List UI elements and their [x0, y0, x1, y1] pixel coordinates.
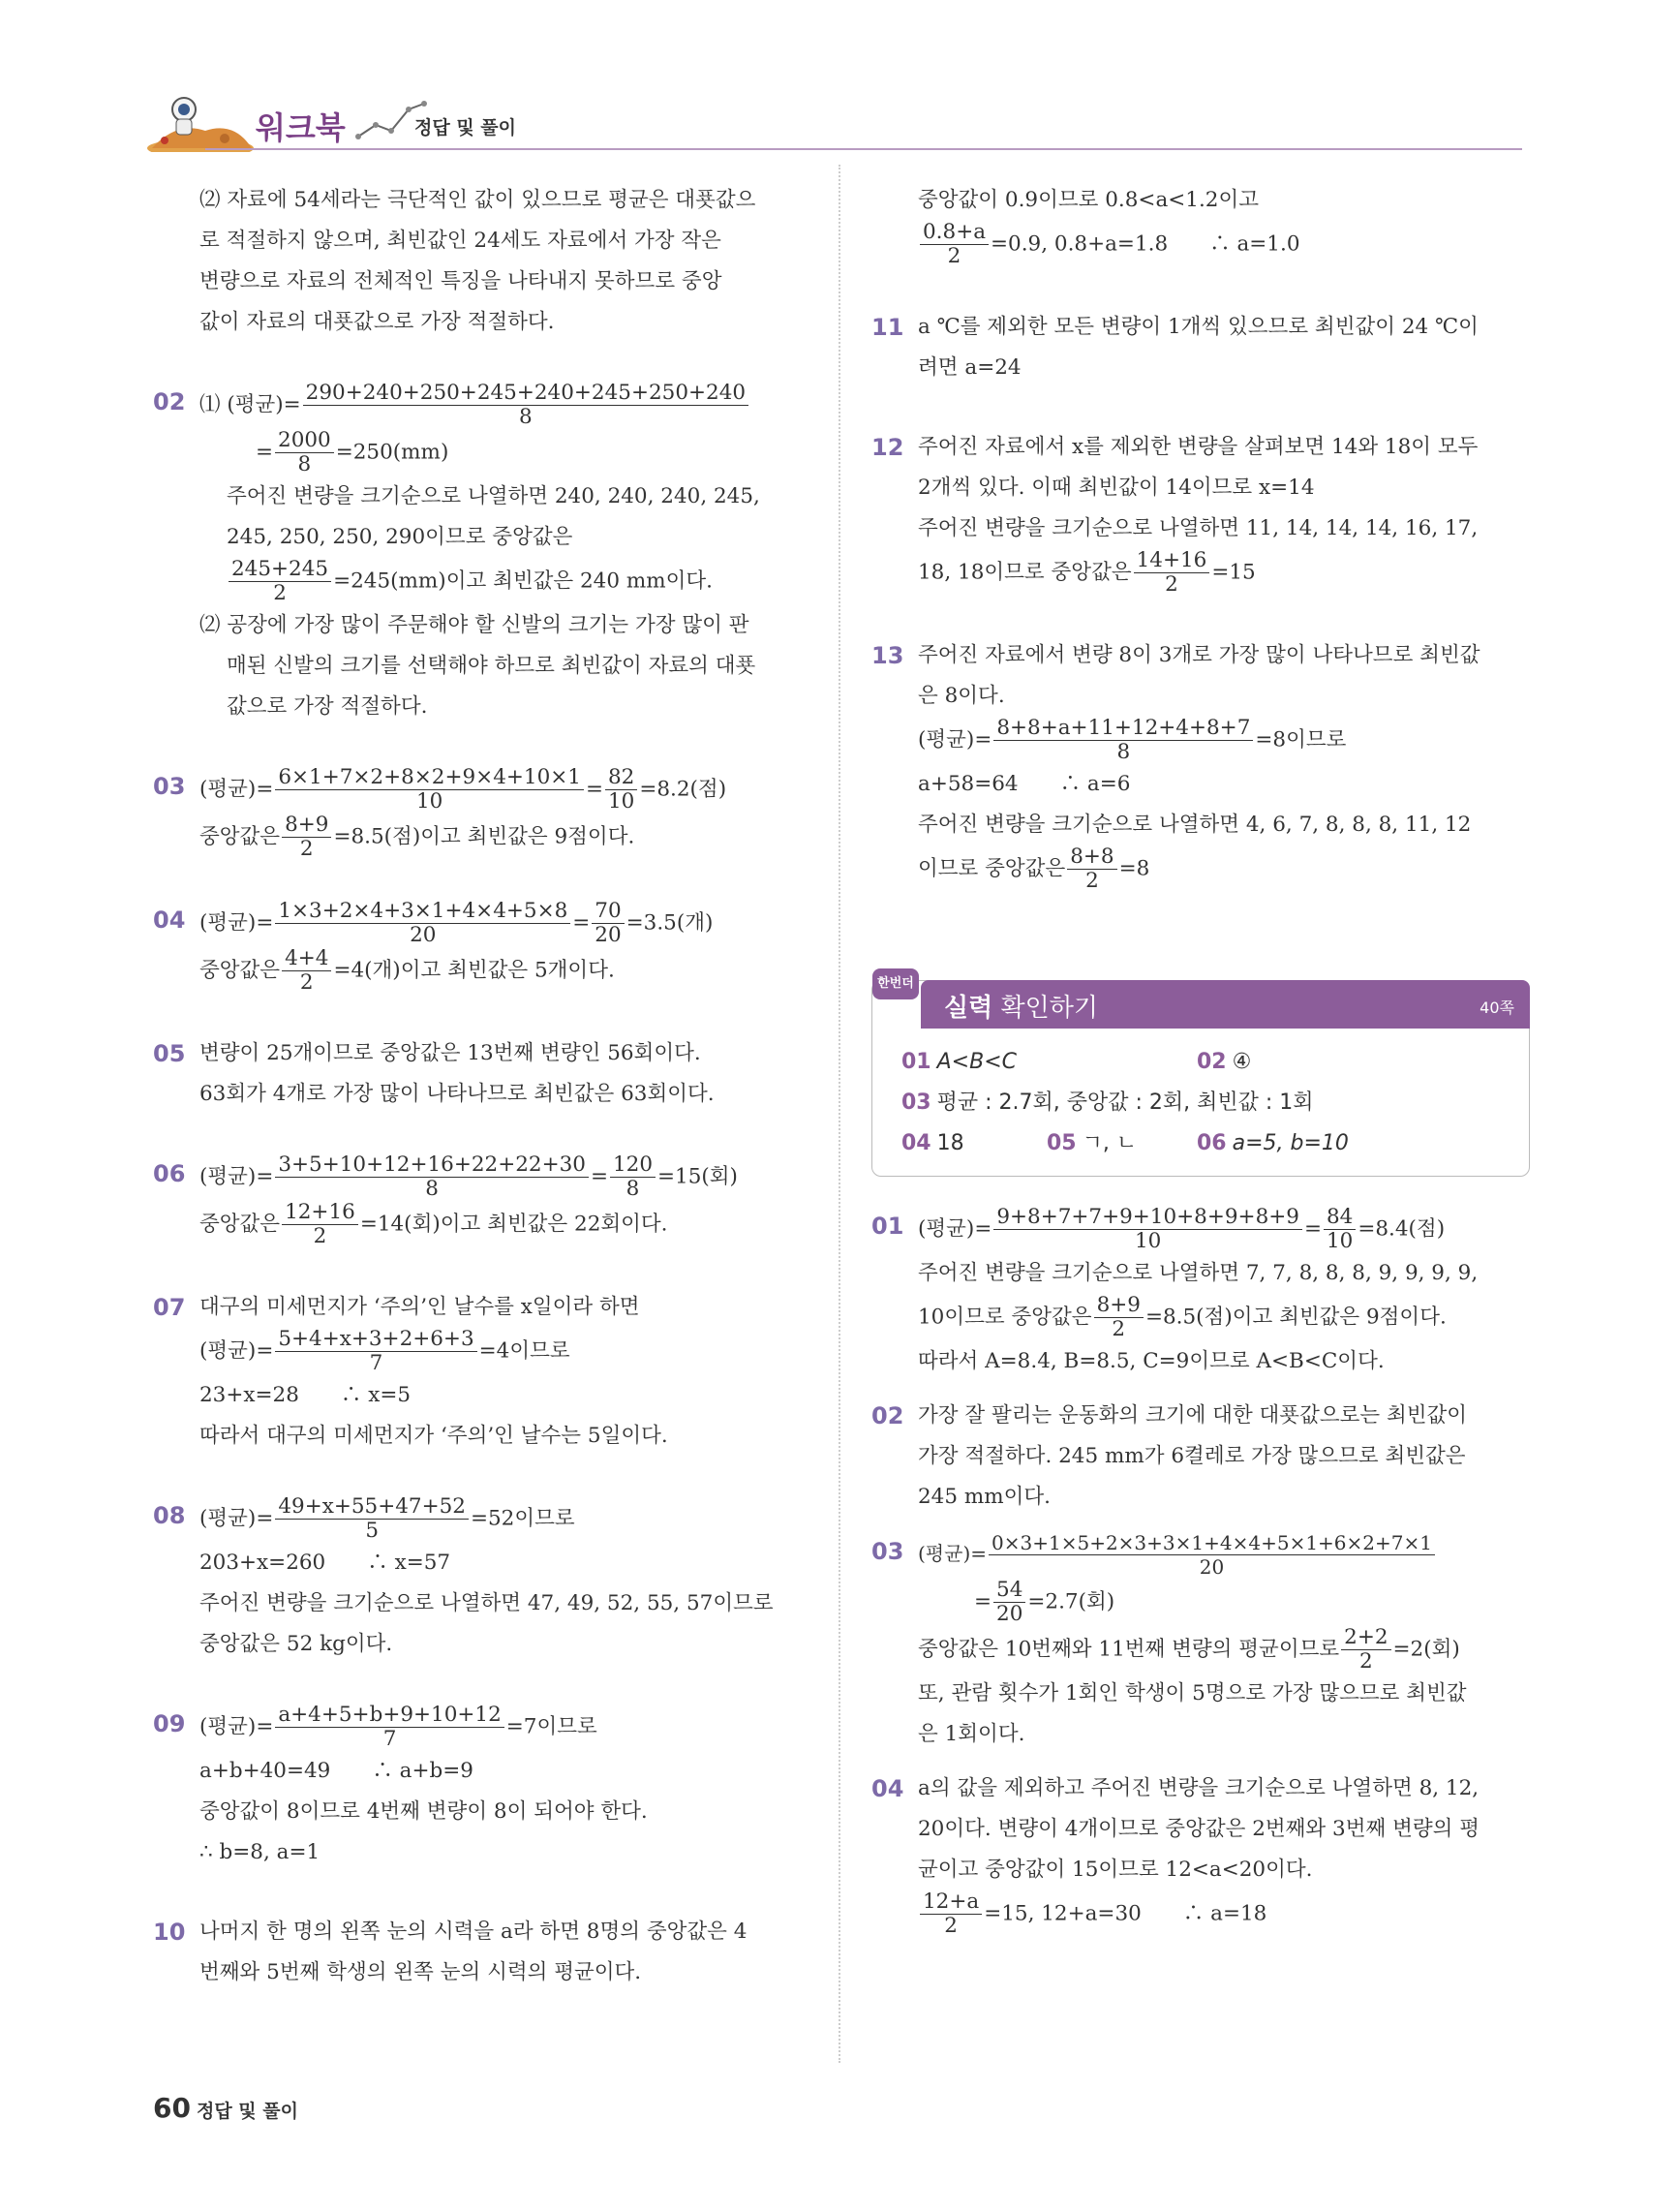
text-line: ⑵ 공장에 가장 많이 주문해야 할 신발의 크기는 가장 많이 판	[199, 613, 749, 637]
numerator: 54	[993, 1579, 1025, 1603]
problem-04	[153, 900, 800, 995]
text: (평균)=	[918, 727, 992, 753]
problem-09	[153, 1704, 800, 1873]
text-line: 은 1회이다.	[918, 1722, 1025, 1746]
text-line: 변량으로 자료의 전체적인 특징을 나타내지 못하므로 중앙	[199, 269, 722, 293]
answer-number: 03	[901, 1091, 931, 1115]
fraction	[610, 1153, 656, 1201]
problem-number: 08	[153, 1502, 186, 1529]
text: =14(회)이고 최빈값은 22회이다.	[359, 1212, 668, 1237]
problem-08	[153, 1495, 800, 1665]
problem-number: 01	[871, 1213, 904, 1240]
numerator: 82	[605, 766, 637, 790]
numerator: 3+5+10+12+16+22+22+30	[275, 1153, 589, 1178]
text-line: 245, 250, 250, 290이므로 중앙값은	[227, 525, 573, 549]
text: (평균)=	[918, 1542, 988, 1565]
numerator: 49+x+55+47+52	[275, 1495, 469, 1520]
answer-text: ④	[1232, 1050, 1252, 1074]
text: =8	[1118, 856, 1150, 881]
problem-06	[153, 1153, 800, 1248]
fraction	[989, 1531, 1435, 1579]
equation-line	[199, 1201, 800, 1248]
equation-line	[199, 429, 800, 476]
equation-line	[918, 845, 1530, 893]
text-line: 주어진 자료에서 변량 8이 3개로 가장 많이 나타나므로 최빈값	[918, 643, 1480, 667]
astronaut-illustration	[147, 92, 254, 152]
equation-line	[199, 900, 800, 947]
text: 이므로 중앙값은	[918, 856, 1066, 881]
fraction	[282, 947, 331, 995]
page-footer	[153, 2092, 298, 2124]
denominator: 20	[410, 923, 437, 947]
answer-row	[872, 1042, 1529, 1083]
numerator: 6×1+7×2+8×2+9×4+10×1	[275, 766, 584, 790]
answer-text: ㄱ, ㄴ	[1082, 1131, 1138, 1155]
numerator: 14+16	[1134, 549, 1210, 573]
text-line: 나머지 한 명의 왼쪽 눈의 시력을 a라 하면 8명의 중앙값은 4	[199, 1920, 747, 1944]
text: =2(회)	[1392, 1637, 1460, 1662]
text-line: 변량이 25개이므로 중앙값은 13번째 변량인 56회이다.	[199, 1041, 701, 1065]
fraction	[993, 1206, 1302, 1253]
answer-number: 04	[901, 1131, 931, 1155]
equation-line	[918, 549, 1530, 597]
equation-line	[199, 814, 800, 861]
text: 중앙값은	[199, 1212, 281, 1237]
denominator: 2	[944, 1914, 958, 1938]
numerator: 0.8+a	[920, 221, 989, 245]
problem-number: 05	[153, 1040, 186, 1067]
text-line: 주어진 자료에서 x를 제외한 변량을 살펴보면 14와 18이 모두	[918, 435, 1479, 459]
text-line: 은 8이다.	[918, 684, 1005, 708]
denominator: 8	[625, 1177, 640, 1201]
page-number: 60	[153, 2092, 191, 2124]
answer-number: 05	[1047, 1131, 1077, 1155]
answer-item	[1197, 1123, 1349, 1164]
numerator: 290+240+250+245+240+245+250+240	[303, 382, 748, 406]
denominator: 8	[297, 452, 312, 476]
text: (평균)=	[199, 1338, 274, 1364]
answer-number: 06	[1197, 1131, 1227, 1155]
text: =15(회)	[657, 1164, 738, 1189]
denominator: 2	[947, 244, 961, 268]
equation-line	[199, 1153, 800, 1201]
text: 중앙값은	[199, 958, 281, 983]
text: =15, 12+a=30 ∴ a=18	[984, 1901, 1267, 1926]
fraction	[275, 1704, 503, 1751]
text-line: 203+x=260 ∴ x=57	[199, 1551, 451, 1575]
text: 중앙값은 10번째와 11번째 변량의 평균이므로	[918, 1637, 1340, 1662]
problem-13	[871, 635, 1530, 893]
equation-line	[199, 947, 800, 995]
text: =3.5(개)	[625, 910, 714, 936]
footer-label: 정답 및 풀이	[196, 2101, 298, 2122]
fraction	[1134, 549, 1210, 597]
text: =7이므로	[505, 1714, 597, 1739]
problem-number: 12	[871, 434, 904, 461]
text: =52이므로	[470, 1506, 575, 1531]
fraction	[275, 900, 570, 947]
header-subtitle: 정답 및 풀이	[414, 117, 516, 138]
answer-item	[1197, 1042, 1251, 1083]
numerator: 9+8+7+7+9+10+8+9+8+9	[993, 1206, 1302, 1230]
numerator: 8+9	[1094, 1294, 1144, 1318]
fraction	[275, 1328, 476, 1375]
fraction	[605, 766, 637, 814]
text: =8이므로	[1255, 727, 1347, 753]
right-column	[871, 180, 1530, 1938]
text-line: 23+x=28 ∴ x=5	[199, 1383, 412, 1407]
numerator: 2000	[275, 429, 334, 453]
fraction	[275, 1495, 469, 1543]
problem-number: 10	[153, 1919, 186, 1946]
text-line: 대구의 미세먼지가 ‘주의’인 날수를 x일이라 하면	[199, 1295, 640, 1319]
numerator: 1×3+2×4+3×1+4×4+5×8	[275, 900, 570, 924]
answer-text: A<B<C	[936, 1050, 1017, 1074]
text: ⑴ (평균)=	[199, 392, 301, 417]
denominator: 5	[365, 1519, 379, 1543]
text: (평균)=	[918, 1216, 992, 1242]
box-tag: 한번더	[872, 968, 919, 999]
numerator: 0×3+1×5+2×3+3×1+4×4+5×1+6×2+7×1	[989, 1531, 1435, 1555]
problem-number: 11	[871, 314, 904, 341]
numerator: 8+8	[1067, 845, 1116, 870]
equation-line	[918, 1626, 1530, 1674]
answer-number: 02	[1197, 1050, 1227, 1074]
skill-check-answer-box	[871, 976, 1530, 1177]
problem-10	[153, 1912, 800, 1993]
fraction	[920, 221, 989, 268]
box-header	[877, 976, 1530, 1029]
fraction	[592, 900, 624, 947]
equation-line	[918, 1531, 1530, 1579]
answer-number: 01	[901, 1050, 931, 1074]
problem-number: 03	[871, 1538, 904, 1565]
fraction	[1094, 1294, 1144, 1341]
text: =8.2(점)	[639, 777, 727, 802]
text: =	[974, 1589, 992, 1614]
numerator: 12+a	[920, 1890, 982, 1915]
column-divider	[839, 165, 840, 2063]
denominator: 2	[273, 581, 287, 605]
denominator: 2	[1358, 1649, 1373, 1674]
equation-line	[918, 717, 1530, 764]
solution-01	[871, 1206, 1530, 1382]
problem-number: 13	[871, 642, 904, 669]
text: =250(mm)	[335, 440, 449, 465]
equation-line	[918, 1294, 1530, 1341]
box-title	[944, 988, 1098, 1024]
text-line: 가장 적절하다. 245 mm가 6켤레로 가장 많으므로 최빈값은	[918, 1444, 1466, 1468]
text-line: ⑵ 자료에 54세라는 극단적인 값이 있으므로 평균은 대푯값으	[199, 188, 756, 212]
problem-01-part2	[153, 180, 800, 343]
answer-row	[872, 1083, 1529, 1123]
denominator: 2	[299, 837, 314, 861]
text: 18, 18이므로 중앙값은	[918, 560, 1132, 585]
fraction	[993, 717, 1253, 764]
answer-text: 평균 : 2.7회, 중앙값 : 2회, 최빈값 : 1회	[936, 1091, 1314, 1115]
text: =0.9, 0.8+a=1.8 ∴ a=1.0	[991, 231, 1300, 257]
text-line: 주어진 변량을 크기순으로 나열하면 47, 49, 52, 55, 57이므로	[199, 1591, 774, 1615]
denominator: 2	[1085, 869, 1099, 893]
text: =2.7(회)	[1027, 1589, 1115, 1614]
numerator: 8+9	[282, 814, 331, 838]
equation-line	[199, 1328, 800, 1375]
text-line: 또, 관람 횟수가 1회인 학생이 5명으로 가장 많으므로 최빈값	[918, 1681, 1467, 1705]
problem-number: 07	[153, 1294, 186, 1321]
fraction	[303, 382, 748, 429]
fraction	[1341, 1626, 1390, 1674]
answer-text: 18	[936, 1131, 964, 1155]
text-line: 중앙값은 52 kg이다.	[199, 1632, 393, 1656]
answer-row	[872, 1123, 1529, 1164]
text-line: 주어진 변량을 크기순으로 나열하면 240, 240, 240, 245,	[227, 484, 760, 508]
denominator: 20	[595, 923, 622, 947]
problem-05	[153, 1033, 800, 1115]
fraction	[275, 766, 584, 814]
equation-line	[918, 1579, 1530, 1626]
problem-11	[871, 307, 1530, 388]
left-column	[153, 180, 800, 1993]
denominator: 10	[415, 789, 443, 814]
box-title-bold: 실력	[944, 994, 993, 1023]
problem-number: 03	[153, 773, 186, 800]
problem-10-continued	[871, 180, 1530, 268]
text: =4이므로	[478, 1338, 570, 1364]
solution-04	[871, 1768, 1530, 1938]
text-line: 번째와 5번째 학생의 왼쪽 눈의 시력의 평균이다.	[199, 1960, 642, 1984]
text: =	[590, 1164, 608, 1189]
text-line: 매된 신발의 크기를 선택해야 하므로 최빈값이 자료의 대푯	[227, 654, 756, 678]
denominator: 7	[382, 1727, 397, 1751]
denominator: 20	[996, 1602, 1023, 1626]
equation-line	[918, 221, 1530, 268]
numerator: 5+4+x+3+2+6+3	[275, 1328, 476, 1352]
text-line: 주어진 변량을 크기순으로 나열하면 7, 7, 8, 8, 8, 9, 9, 9, 9,	[918, 1261, 1479, 1285]
answer-item	[901, 1083, 1314, 1123]
equation-line	[199, 766, 800, 814]
denominator: 20	[1199, 1555, 1225, 1579]
equation-line	[199, 1495, 800, 1543]
numerator: 12+16	[282, 1201, 358, 1225]
text-line: 균이고 중앙값이 15이므로 12<a<20이다.	[918, 1858, 1313, 1882]
problem-number: 04	[871, 1775, 904, 1802]
denominator: 10	[1134, 1229, 1162, 1253]
denominator: 10	[1326, 1229, 1354, 1253]
problem-number: 04	[153, 906, 186, 934]
text: (평균)=	[199, 910, 274, 936]
equation-line	[918, 1890, 1530, 1938]
answer-item	[901, 1042, 1197, 1083]
numerator: 8+8+a+11+12+4+8+7	[993, 717, 1253, 741]
denominator: 2	[1112, 1317, 1126, 1341]
equation-line	[918, 1206, 1530, 1253]
answer-item	[1047, 1123, 1197, 1164]
fraction	[993, 1579, 1025, 1626]
fraction	[282, 814, 331, 861]
text-line: 63회가 4개로 가장 많이 나타나므로 최빈값은 63회이다.	[199, 1082, 715, 1106]
numerator: 4+4	[282, 947, 331, 971]
fraction	[275, 429, 334, 476]
fraction	[275, 1153, 589, 1201]
text: =	[256, 440, 274, 465]
fraction	[229, 558, 331, 605]
text: 중앙값은	[199, 824, 281, 849]
text-line: 245 mm이다.	[918, 1485, 1052, 1509]
text: =	[585, 777, 603, 802]
problem-03	[153, 766, 800, 861]
box-page-ref: 40쪽	[1480, 998, 1514, 1017]
text-line: 20이다. 변량이 4개이므로 중앙값은 2번째와 3번째 변량의 평	[918, 1817, 1480, 1841]
problem-07	[153, 1287, 800, 1457]
text-line: 값으로 가장 적절하다.	[227, 694, 428, 719]
text: (평균)=	[199, 777, 274, 802]
problem-number: 06	[153, 1160, 186, 1187]
text: =	[572, 910, 591, 936]
denominator: 2	[299, 970, 314, 995]
fraction	[282, 1201, 358, 1248]
problem-02	[153, 382, 800, 727]
equation-line	[199, 382, 800, 429]
denominator: 2	[313, 1224, 327, 1248]
text-line: a ℃를 제외한 모든 변량이 1개씩 있으므로 최빈값이 24 ℃이	[918, 315, 1479, 339]
text-line: a+b+40=49 ∴ a+b=9	[199, 1759, 473, 1783]
text: =8.5(점)이고 최빈값은 9점이다.	[333, 824, 635, 849]
denominator: 2	[1165, 572, 1178, 597]
denominator: 8	[425, 1177, 439, 1201]
denominator: 7	[369, 1351, 383, 1375]
equation-line	[199, 558, 800, 605]
numerator: 245+245	[229, 558, 331, 582]
denominator: 10	[607, 789, 635, 814]
text-line: 로 적절하지 않으며, 최빈값인 24세도 자료에서 가장 작은	[199, 229, 721, 253]
text-line: 가장 잘 팔리는 운동화의 크기에 대한 대푯값으로는 최빈값이	[918, 1403, 1468, 1428]
numerator: 70	[592, 900, 624, 924]
problem-number: 09	[153, 1710, 186, 1737]
text-line: 따라서 대구의 미세먼지가 ‘주의’인 날수는 5일이다.	[199, 1424, 668, 1448]
text: =8.5(점)이고 최빈값은 9점이다.	[1144, 1305, 1447, 1330]
numerator: 120	[610, 1153, 656, 1178]
fraction	[1067, 845, 1116, 893]
text: (평균)=	[199, 1164, 274, 1189]
denominator: 8	[1116, 740, 1131, 764]
text-line: a+58=64 ∴ a=6	[918, 772, 1131, 796]
text: =15	[1211, 560, 1256, 585]
text-line: 따라서 A=8.4, B=8.5, C=9이므로 A<B<C이다.	[918, 1349, 1385, 1373]
header-title: 워크북	[256, 109, 346, 146]
text: =4(개)이고 최빈값은 5개이다.	[333, 958, 615, 983]
problem-number: 02	[153, 388, 186, 415]
header-rule	[205, 148, 1522, 150]
denominator: 8	[519, 405, 533, 429]
text: 10이므로 중앙값은	[918, 1305, 1092, 1330]
text: (평균)=	[199, 1714, 274, 1739]
text-line: ∴ b=8, a=1	[199, 1840, 320, 1864]
box-title-rest: 확인하기	[992, 994, 1098, 1023]
text: =	[1303, 1216, 1322, 1242]
problem-number: 02	[871, 1402, 904, 1429]
fraction	[920, 1890, 982, 1938]
solution-03	[871, 1531, 1530, 1755]
page-header	[147, 92, 1522, 152]
text-line: 주어진 변량을 크기순으로 나열하면 11, 14, 14, 14, 16, 17,	[918, 516, 1479, 540]
equation-line	[199, 1704, 800, 1751]
text-line: 주어진 변량을 크기순으로 나열하면 4, 6, 7, 8, 8, 8, 11, 12	[918, 813, 1472, 837]
answer-item	[901, 1123, 1047, 1164]
text-line: 중앙값이 0.9이므로 0.8<a<1.2이고	[918, 188, 1260, 212]
numerator: 84	[1324, 1206, 1356, 1230]
text-line: 려면 a=24	[918, 355, 1022, 380]
text-line: 값이 자료의 대푯값으로 가장 적절하다.	[199, 310, 555, 334]
solution-02	[871, 1396, 1530, 1518]
text: (평균)=	[199, 1506, 274, 1531]
text: =245(mm)이고 최빈값은 240 mm이다.	[333, 568, 713, 594]
problem-12	[871, 427, 1530, 597]
text-line: 중앙값이 8이므로 4번째 변량이 8이 되어야 한다.	[199, 1799, 648, 1824]
numerator: 2+2	[1341, 1626, 1390, 1650]
text-line: a의 값을 제외하고 주어진 변량을 크기순으로 나열하면 8, 12,	[918, 1776, 1480, 1800]
text: =8.4(점)	[1358, 1216, 1446, 1242]
numerator: a+4+5+b+9+10+12	[275, 1704, 503, 1728]
answer-text: a=5, b=10	[1232, 1131, 1349, 1155]
text-line: 2개씩 있다. 이때 최빈값이 14이므로 x=14	[918, 476, 1315, 500]
fraction	[1324, 1206, 1356, 1253]
